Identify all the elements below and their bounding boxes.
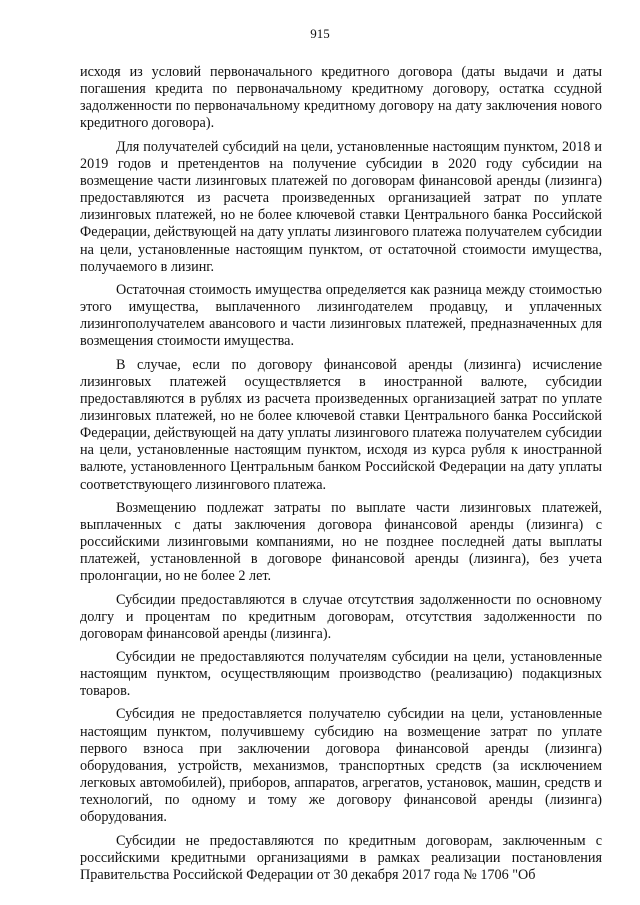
paragraph: Субсидии не предоставляются получателям субсидии на цели, установленные настоящим пунктом, осуществляющим производство (реализацию) подакцизных товаров. [80, 649, 602, 700]
document-body [80, 64, 602, 884]
paragraph: Субсидия не предоставляется получателю субсидии на цели, установленные настоящим пунктом, получившему субсидию на возмещение затрат по уплате первого взноса при заключении договора финансовой аренды (лизинга) оборудования, устройств, механизмов, транспортных средств (за исключением легковых автомобилей), приборов, аппаратов, агрегатов, установок, машин, средств и технологий, по одному и тому же договору финансовой аренды (лизинга) оборудования. [80, 706, 602, 826]
paragraph: Субсидии предоставляются в случае отсутствия задолженности по основному долгу и процентам по кредитным договорам, отсутствия задолженности по договорам финансовой аренды (лизинга). [80, 591, 602, 642]
paragraph: Остаточная стоимость имущества определяется как разница между стоимостью этого имущества, выплаченного лизингодателем продавцу, и уплаченных лизингополучателем авансового и части лизинговых платежей, предназначенных для возмещения стоимости имущества. [80, 281, 602, 350]
paragraph: Возмещению подлежат затраты по выплате части лизинговых платежей, выплаченных с даты заключения договора финансовой аренды (лизинга) с российскими лизинговыми компаниями, но не позднее последней даты выплаты платежей, установленной в договоре финансовой аренды (лизинга), без учета пролонгации, но не более 2 лет. [80, 499, 602, 585]
paragraph: Субсидии не предоставляются по кредитным договорам, заключенным с российскими кредитными организациями в рамках реализации постановления Правительства Российской Федерации от 30 декабря 2017 года № 1706 "Об [80, 832, 602, 883]
paragraph: В случае, если по договору финансовой аренды (лизинга) исчисление лизинговых платежей осуществляется в иностранной валюте, субсидии предоставляются в рублях из расчета произведенных организацией затрат по уплате лизинговых платежей, но не более ключевой ставки Центрального банка Российской Федерации, действующей на дату уплаты лизингового платежа получателем субсидии на цели, установленные настоящим пунктом, исходя из курса рубля к иностранной валюте, установленного Центральным банком Российской Федерации на дату уплаты соответствующего лизингового платежа. [80, 356, 602, 493]
paragraph: исходя из условий первоначального кредитного договора (даты выдачи и даты погашения кредита по первоначальному кредитному договору, остатка ссудной задолженности по первоначальному кредитному договору на дату заключения нового кредитного договора). [80, 64, 602, 132]
page-number: 915 [310, 26, 330, 41]
paragraph: Для получателей субсидий на цели, установленные настоящим пунктом, 2018 и 2019 годов и претендентов на получение субсидии в 2020 году субсидии на возмещение части лизинговых платежей по договорам финансовой аренды (лизинга) предоставляются из расчета произведенных организацией затрат по уплате лизинговых платежей, но не более ключевой ставки Центрального банка Российской Федерации, действующей на дату уплаты лизингового платежа получателем субсидии на цели, установленные настоящим пунктом, от остаточной стоимости имущества, получаемого в лизинг. [80, 138, 602, 275]
